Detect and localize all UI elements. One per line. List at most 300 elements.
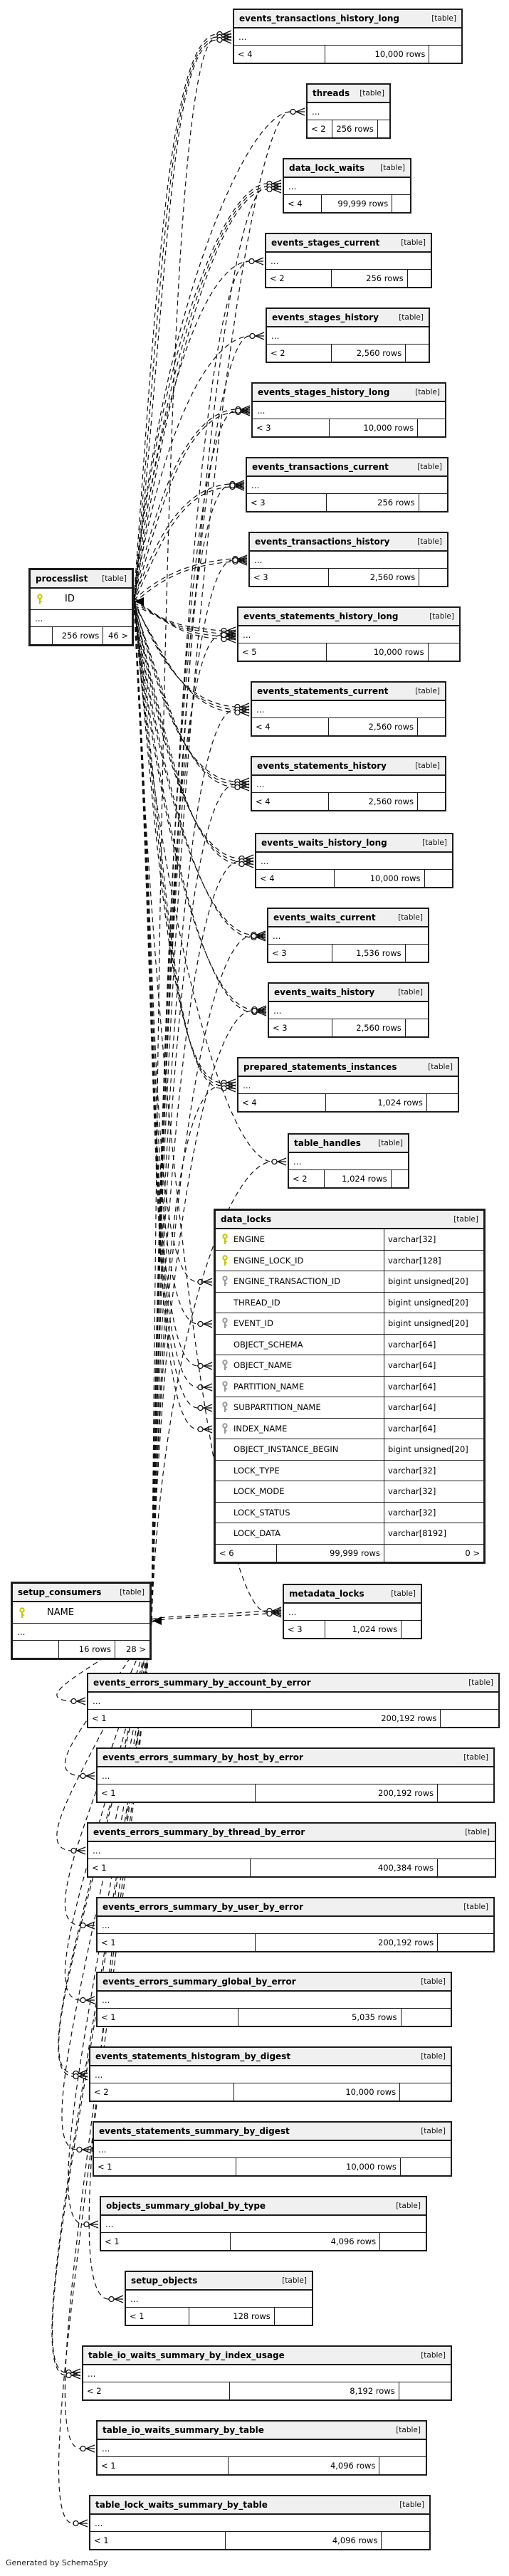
degree-out-cell — [429, 643, 459, 661]
column-row — [216, 1271, 483, 1293]
degree-out-cell — [402, 1621, 421, 1638]
column-row — [216, 1461, 483, 1482]
hidden-columns-ellipsis: ... — [267, 327, 429, 345]
column-name: ENGINE_LOCK_ID — [233, 1255, 304, 1266]
column-name-cell — [216, 1293, 384, 1313]
table-header — [13, 1584, 149, 1602]
row-count-cell: 256 rows — [327, 494, 419, 511]
hidden-columns-ellipsis: ... — [308, 103, 389, 120]
row-count-cell: 1,024 rows — [325, 1170, 392, 1187]
table-tag: [table] — [120, 1588, 145, 1597]
column-name: LOCK_STATUS — [233, 1507, 290, 1518]
table-footer — [88, 1710, 498, 1727]
table-box-events_transactions_current[interactable] — [246, 457, 448, 512]
column-type-cell: bigint unsigned[20] — [384, 1313, 483, 1334]
row-count-cell: 1,024 rows — [325, 1621, 402, 1638]
row-count-cell: 2,560 rows — [329, 569, 419, 586]
degree-out-cell — [418, 419, 445, 436]
hidden-columns-ellipsis: ... — [269, 1002, 428, 1019]
table-header — [238, 608, 459, 626]
hidden-columns-ellipsis: ... — [250, 552, 447, 569]
column-type-cell: varchar[64] — [384, 1355, 483, 1376]
table-box-events_transactions_history[interactable] — [248, 532, 448, 587]
table-box-processlist[interactable] — [28, 568, 134, 646]
degree-in-cell: < 1 — [98, 1934, 256, 1951]
hidden-columns-ellipsis: ... — [13, 1624, 149, 1641]
degree-out-cell — [399, 2382, 451, 2399]
table-footer — [216, 1545, 483, 1562]
degree-in-cell: < 1 — [98, 2457, 229, 2474]
table-footer — [284, 195, 410, 212]
hidden-columns-ellipsis: ... — [247, 477, 447, 494]
table-footer — [126, 2308, 312, 2325]
hidden-columns-ellipsis: ... — [238, 1077, 458, 1094]
table-header — [252, 683, 445, 701]
table-tag: [table] — [398, 913, 423, 922]
column-row — [216, 1293, 483, 1314]
table-header — [90, 2048, 451, 2066]
degree-out-cell — [408, 270, 431, 287]
hidden-columns-ellipsis: ... — [252, 776, 445, 793]
row-count-cell: 5,035 rows — [238, 2009, 401, 2026]
hidden-columns-ellipsis: ... — [284, 178, 410, 195]
primary-key-icon — [36, 594, 43, 605]
hidden-columns-ellipsis: ... — [253, 402, 445, 419]
row-count-cell: 2,560 rows — [332, 345, 406, 362]
column-type-cell: varchar[32] — [384, 1229, 483, 1250]
hidden-columns-ellipsis: ... — [101, 2216, 426, 2233]
table-footer — [267, 345, 429, 362]
table-footer — [289, 1170, 408, 1187]
table-box-events_stages_current[interactable] — [265, 233, 432, 288]
column-name: ENGINE — [233, 1234, 266, 1245]
table-footer — [253, 419, 445, 436]
table-footer — [98, 2009, 451, 2026]
table-box-prepared_statements_instances[interactable] — [237, 1057, 459, 1113]
column-type-cell: bigint unsigned[20] — [384, 1293, 483, 1313]
table-box-events_stages_history_long[interactable] — [251, 382, 446, 438]
table-name: events_waits_current — [273, 913, 376, 922]
table-tag: [table] — [421, 2351, 446, 2360]
degree-in-cell: < 1 — [94, 2158, 236, 2175]
degree-in-cell: < 3 — [247, 494, 327, 511]
degree-in-cell: < 1 — [101, 2233, 231, 2250]
table-tag: [table] — [465, 1828, 490, 1836]
table-tag: [table] — [415, 388, 440, 396]
table-footer — [98, 1934, 493, 1951]
table-footer — [238, 1094, 458, 1111]
degree-in-cell: < 4 — [238, 1094, 326, 1111]
index-key-icon — [221, 1318, 229, 1329]
column-type-cell: bigint unsigned[20] — [384, 1271, 483, 1292]
column-label: NAME — [47, 1607, 75, 1618]
table-footer — [90, 2532, 429, 2549]
table-footer — [308, 120, 389, 137]
table-box-table_io_waits_summary_by_index_usage[interactable] — [82, 2345, 452, 2401]
primary-key-icon — [221, 1255, 229, 1266]
hidden-columns-ellipsis: ... — [266, 253, 431, 270]
row-count-cell: 10,000 rows — [335, 870, 425, 887]
index-key-icon — [221, 1402, 229, 1413]
row-count-cell: 128 rows — [189, 2308, 275, 2325]
degree-out-cell — [392, 195, 410, 212]
table-name: data_lock_waits — [289, 163, 365, 173]
degree-out-cell — [438, 1859, 495, 1876]
table-name: events_errors_summary_by_thread_by_error — [93, 1827, 305, 1837]
row-count-cell: 1,536 rows — [332, 945, 406, 962]
column-name-cell — [216, 1397, 384, 1418]
degree-in-cell: < 3 — [268, 945, 332, 962]
row-count-cell: 2,560 rows — [332, 1019, 406, 1036]
table-tag: [table] — [391, 1589, 416, 1598]
key-spacer — [221, 1444, 229, 1455]
table-tag: [table] — [417, 463, 442, 471]
hidden-columns-ellipsis: ... — [284, 1604, 421, 1621]
table-footer — [98, 2457, 426, 2474]
column-name: THREAD_ID — [233, 1297, 280, 1308]
column-label: ID — [65, 594, 75, 604]
degree-in-cell: < 4 — [284, 195, 322, 212]
column-name-cell — [216, 1271, 384, 1292]
table-tag: [table] — [398, 988, 423, 997]
degree-in-cell: < 2 — [308, 120, 332, 137]
table-header — [94, 2123, 451, 2141]
degree-out-cell — [275, 2308, 312, 2325]
hidden-columns-ellipsis: ... — [289, 1153, 408, 1170]
table-footer — [284, 1621, 421, 1638]
degree-out-cell — [438, 1934, 493, 1951]
table-footer — [238, 643, 459, 661]
table-name: events_stages_current — [271, 238, 380, 248]
table-box-events_waits_history_long[interactable] — [255, 833, 453, 888]
table-tag: [table] — [399, 2501, 424, 2509]
table-name: metadata_locks — [289, 1589, 364, 1599]
table-name: events_errors_summary_global_by_error — [103, 1977, 296, 1987]
table-name: data_locks — [221, 1214, 272, 1224]
column-name: EVENT_ID — [233, 1318, 274, 1329]
row-count-cell: 10,000 rows — [327, 643, 429, 661]
table-footer — [252, 793, 445, 810]
table-tag: [table] — [453, 1215, 478, 1224]
table-name: setup_objects — [131, 2276, 198, 2286]
column-name-cell — [216, 1503, 384, 1523]
column-name: SUBPARTITION_NAME — [233, 1402, 321, 1413]
column-type-cell: varchar[64] — [384, 1419, 483, 1439]
table-box-data_locks[interactable] — [214, 1209, 486, 1564]
key-spacer — [221, 1339, 229, 1350]
key-spacer — [221, 1465, 229, 1476]
degree-in-cell: < 4 — [252, 718, 329, 735]
table-header — [83, 2347, 451, 2365]
table-header — [267, 309, 429, 327]
table-box-events_statements_current[interactable] — [251, 681, 446, 737]
hidden-columns-ellipsis: ... — [94, 2141, 451, 2158]
degree-in-cell: < 2 — [267, 345, 332, 362]
table-name: events_stages_history_long — [258, 387, 390, 397]
table-name: events_statements_history_long — [243, 611, 399, 621]
table-box-events_errors_summary_by_account_by_error[interactable] — [87, 1673, 500, 1728]
degree-in-cell: < 1 — [126, 2308, 189, 2325]
table-tag: [table] — [429, 612, 454, 621]
table-tag: [table] — [422, 838, 447, 847]
table-header — [238, 1058, 458, 1077]
table-box-events_statements_histogram_by_digest[interactable] — [89, 2046, 452, 2102]
degree-out-cell — [429, 46, 461, 63]
degree-in-cell: < 3 — [284, 1621, 325, 1638]
table-header — [126, 2272, 312, 2291]
table-name: table_handles — [294, 1138, 361, 1148]
column-name-cell — [216, 1481, 384, 1502]
table-box-events_errors_summary_by_thread_by_error[interactable] — [87, 1822, 496, 1878]
column-name: OBJECT_NAME — [233, 1360, 293, 1371]
column-name-cell — [216, 1419, 384, 1439]
table-box-data_lock_waits[interactable] — [283, 158, 411, 214]
degree-out-cell — [400, 2083, 451, 2101]
degree-out-cell: 46 > — [108, 631, 128, 641]
table-box-events_transactions_history_long[interactable] — [233, 9, 463, 64]
row-count-cell: 256 rows — [332, 120, 378, 137]
column-type-cell: bigint unsigned[20] — [384, 1439, 483, 1460]
degree-out-cell — [406, 945, 428, 962]
degree-out-cell — [427, 1094, 458, 1111]
table-box-table_io_waits_summary_by_table[interactable] — [96, 2420, 427, 2476]
key-spacer — [221, 1486, 229, 1497]
table-header — [247, 458, 447, 477]
row-count-cell: 256 rows — [332, 270, 407, 287]
degree-in-cell — [31, 627, 53, 644]
degree-in-cell: < 5 — [238, 643, 327, 661]
table-footer — [101, 2233, 426, 2250]
hidden-columns-ellipsis: ... — [88, 1693, 498, 1710]
column-type-cell: varchar[32] — [384, 1481, 483, 1502]
row-count-cell: 2,560 rows — [329, 793, 418, 810]
row-count-cell: 10,000 rows — [234, 2083, 400, 2101]
key-spacer — [221, 1507, 229, 1518]
table-header — [253, 384, 445, 402]
table-header — [284, 1585, 421, 1604]
table-tag: [table] — [468, 1678, 493, 1687]
degree-in-cell: < 3 — [250, 569, 329, 586]
table-header — [98, 2422, 426, 2440]
table-name: events_transactions_history — [255, 537, 390, 547]
table-tag: [table] — [463, 1903, 488, 1911]
primary-key-icon — [19, 1607, 26, 1619]
table-header — [256, 834, 452, 853]
table-header — [90, 2496, 429, 2515]
degree-out-cell: 0 > — [465, 1547, 480, 1558]
table-name: events_statements_current — [257, 686, 389, 696]
table-box-table_lock_waits_summary_by_table[interactable] — [89, 2495, 431, 2550]
index-key-icon — [221, 1423, 229, 1434]
hidden-columns-ellipsis: ... — [90, 2515, 429, 2532]
table-tag: [table] — [380, 164, 405, 172]
column-type-cell: varchar[8192] — [384, 1523, 483, 1544]
row-count-cell: 1,024 rows — [326, 1094, 427, 1111]
column-type-cell: varchar[64] — [384, 1397, 483, 1418]
degree-out-cell — [378, 120, 389, 137]
hidden-columns-ellipsis: ... — [256, 853, 452, 870]
column-type-cell: varchar[128] — [384, 1251, 483, 1271]
column-name-cell — [216, 1461, 384, 1481]
table-box-setup_objects[interactable] — [125, 2271, 313, 2326]
table-box-events_waits_current[interactable] — [267, 908, 429, 963]
column-type-cell: varchar[64] — [384, 1377, 483, 1397]
column-row — [216, 1503, 483, 1524]
table-header — [98, 1973, 451, 1992]
hidden-columns-ellipsis: ... — [126, 2291, 312, 2308]
degree-in-cell: < 6 — [216, 1545, 277, 1562]
hidden-columns-ellipsis: ... — [238, 626, 459, 643]
degree-in-cell: < 1 — [98, 2009, 238, 2026]
degree-out-cell — [402, 2009, 451, 2026]
table-name: setup_consumers — [18, 1587, 102, 1597]
table-name: events_stages_history — [272, 312, 379, 322]
table-footer — [94, 2158, 451, 2175]
column-type-cell: varchar[32] — [384, 1503, 483, 1523]
table-name: events_errors_summary_by_host_by_error — [103, 1752, 303, 1762]
table-tag: [table] — [421, 2052, 446, 2061]
table-tag: [table] — [415, 762, 440, 770]
row-count-cell: 400,384 rows — [251, 1859, 438, 1876]
table-box-events_statements_history[interactable] — [251, 756, 446, 811]
hidden-columns-ellipsis: ... — [98, 1992, 451, 2009]
hidden-columns-ellipsis: ... — [268, 927, 428, 945]
table-name: table_io_waits_summary_by_table — [103, 2425, 264, 2435]
degree-in-cell: < 2 — [83, 2382, 230, 2399]
row-count-cell: 200,192 rows — [256, 1784, 438, 1802]
primary-key-icon — [221, 1234, 229, 1245]
table-box-events_errors_summary_global_by_error[interactable] — [96, 1972, 452, 2027]
primary-key-row — [13, 1602, 149, 1624]
table-name: events_statements_history — [257, 761, 387, 771]
hidden-columns-ellipsis: ... — [98, 1767, 493, 1784]
table-header — [101, 2197, 426, 2216]
column-name: INDEX_NAME — [233, 1423, 288, 1434]
table-tag: [table] — [463, 1753, 488, 1762]
degree-out-cell — [441, 1710, 498, 1727]
degree-out-cell — [418, 793, 445, 810]
table-box-setup_consumers[interactable] — [11, 1582, 152, 1660]
degree-out-cell — [379, 2457, 426, 2474]
table-tag: [table] — [282, 2276, 307, 2285]
column-name: PARTITION_NAME — [233, 1381, 305, 1392]
table-footer — [247, 494, 447, 511]
column-name: LOCK_TYPE — [233, 1465, 280, 1476]
row-count-cell: 8,192 rows — [230, 2382, 399, 2399]
table-footer — [83, 2382, 451, 2399]
row-count-cell: 10,000 rows — [325, 46, 430, 63]
table-footer — [13, 1641, 149, 1658]
degree-in-cell: < 1 — [88, 1710, 252, 1727]
hidden-columns-ellipsis: ... — [252, 701, 445, 718]
table-tag: [table] — [401, 238, 426, 247]
table-name: events_errors_summary_by_user_by_error — [103, 1902, 304, 1912]
table-box-objects_summary_global_by_type[interactable] — [100, 2196, 427, 2251]
column-name-cell — [216, 1523, 384, 1544]
table-box-table_handles[interactable] — [288, 1133, 409, 1189]
table-tag: [table] — [431, 14, 456, 23]
table-box-events_statements_history_long[interactable] — [237, 606, 461, 662]
table-footer — [250, 569, 447, 586]
table-header — [250, 533, 447, 552]
column-row — [216, 1377, 483, 1398]
generator-credit: Generated by SchemaSpy — [6, 2558, 108, 2567]
degree-in-cell: < 2 — [266, 270, 332, 287]
column-name-cell — [216, 1229, 384, 1250]
table-tag: [table] — [421, 1977, 446, 1986]
column-row — [216, 1335, 483, 1356]
table-box-events_waits_history[interactable] — [268, 982, 429, 1038]
degree-in-cell: < 2 — [289, 1170, 325, 1187]
table-box-metadata_locks[interactable] — [283, 1584, 422, 1639]
column-name-cell — [216, 1251, 384, 1271]
degree-in-cell: < 4 — [252, 793, 329, 810]
table-name: events_transactions_history_long — [239, 14, 399, 23]
table-box-events_statements_summary_by_digest[interactable] — [93, 2121, 452, 2177]
table-header — [268, 909, 428, 927]
degree-out-cell — [419, 494, 447, 511]
table-header — [98, 1898, 493, 1917]
table-footer — [252, 718, 445, 735]
degree-out-cell — [380, 2233, 426, 2250]
table-tag: [table] — [415, 687, 440, 695]
column-name-cell — [216, 1313, 384, 1334]
column-type-cell: varchar[32] — [384, 1461, 483, 1481]
table-box-threads[interactable] — [306, 83, 391, 139]
row-count-cell: 99,999 rows — [277, 1545, 384, 1562]
column-name: ENGINE_TRANSACTION_ID — [233, 1276, 341, 1287]
column-row — [216, 1229, 483, 1251]
table-footer — [31, 627, 132, 644]
column-row — [216, 1251, 483, 1272]
hidden-columns-ellipsis: ... — [83, 2365, 451, 2382]
degree-out-cell — [392, 1170, 408, 1187]
table-box-events_errors_summary_by_host_by_error[interactable] — [96, 1747, 495, 1803]
degree-out-cell: 28 > — [126, 1644, 146, 1654]
column-row — [216, 1313, 483, 1335]
row-count-cell: 4,096 rows — [229, 2457, 379, 2474]
table-tag: [table] — [360, 89, 384, 98]
table-header — [269, 984, 428, 1002]
table-box-events_stages_history[interactable] — [266, 307, 430, 363]
table-name: events_statements_histogram_by_digest — [95, 2051, 291, 2061]
table-tag: [table] — [428, 1063, 453, 1071]
table-header — [98, 1749, 493, 1767]
table-name: table_io_waits_summary_by_index_usage — [88, 2350, 285, 2360]
table-footer — [98, 1784, 493, 1802]
table-footer — [90, 2083, 451, 2101]
row-count-cell: 200,192 rows — [252, 1710, 441, 1727]
degree-in-cell — [13, 1641, 59, 1658]
degree-out-cell — [425, 870, 453, 887]
table-name: threads — [313, 88, 350, 98]
table-box-events_errors_summary_by_user_by_error[interactable] — [96, 1897, 495, 1952]
table-header — [234, 10, 461, 28]
column-row — [216, 1397, 483, 1419]
index-key-icon — [221, 1360, 229, 1371]
table-name: events_errors_summary_by_account_by_error — [93, 1678, 311, 1688]
table-header — [308, 85, 389, 103]
table-footer — [88, 1859, 495, 1876]
column-row — [216, 1523, 483, 1545]
column-name-cell — [216, 1335, 384, 1355]
degree-in-cell: < 4 — [256, 870, 335, 887]
column-name-cell — [216, 1439, 384, 1460]
degree-in-cell: < 3 — [253, 419, 330, 436]
table-tag: [table] — [421, 2127, 446, 2135]
primary-key-row — [31, 589, 132, 610]
table-footer — [234, 46, 461, 63]
